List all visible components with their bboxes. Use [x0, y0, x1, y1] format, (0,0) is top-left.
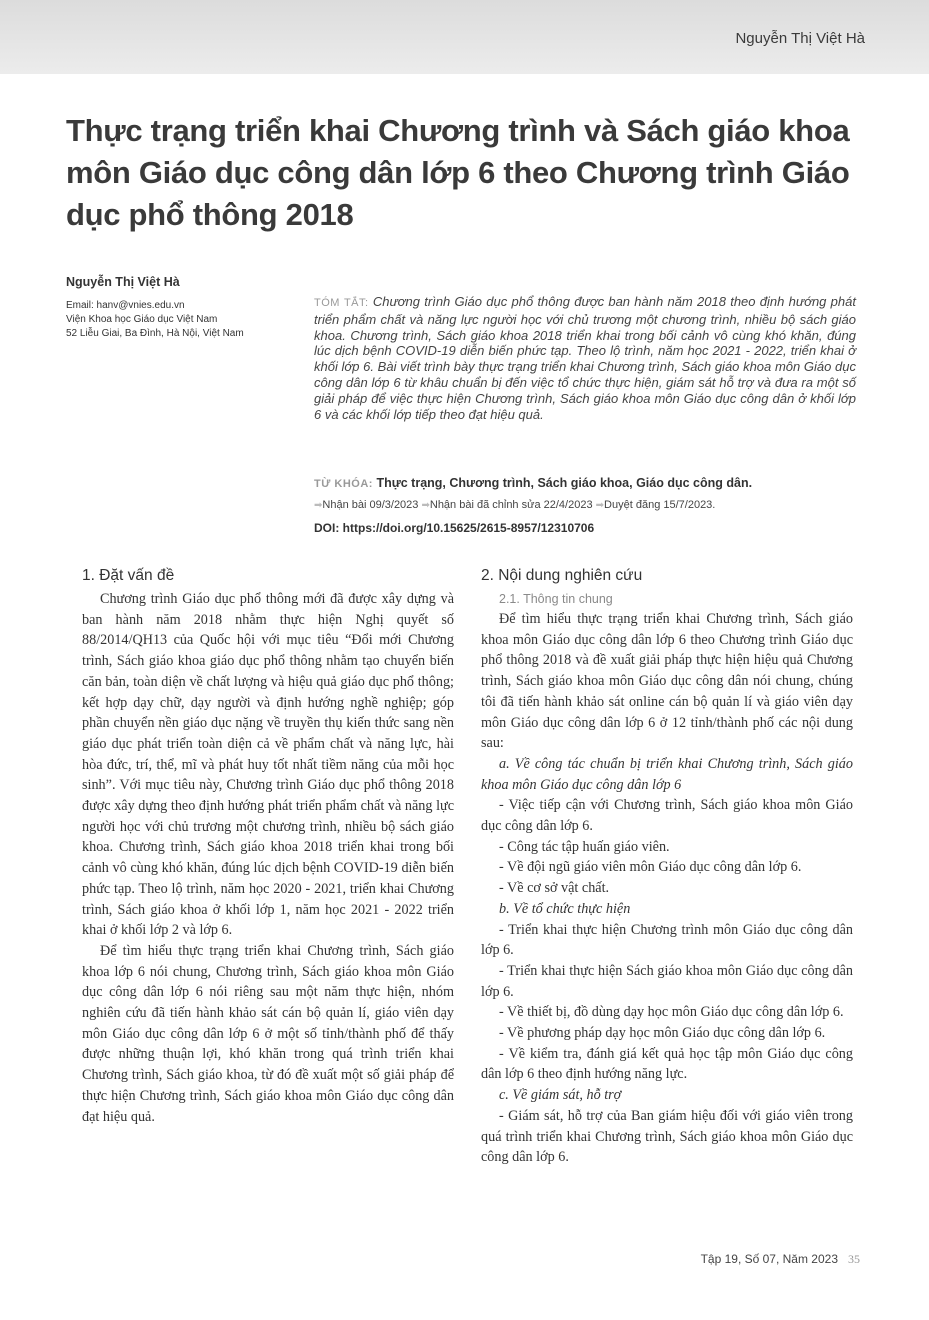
body-paragraph: Để tìm hiểu thực trạng triển khai Chương trình, Sách giáo khoa môn Giáo dục công dân lớp 6 theo Chương trình Giáo dục phổ thông 2018 và đề xuất giải pháp thực hiện hiệu quả Chương trình, Sách giáo khoa môn Giáo dục công dân nói chung, chúng tôi đã tiến hành khảo sát online cán bộ quản lí và giáo viên dạy môn Giáo dục công dân lớp 6 ở 12 tỉnh/thành phố các nội dung sau:: [481, 611, 853, 752]
list-item: - Việc tiếp cận với Chương trình, Sách giáo khoa môn Giáo dục công dân lớp 6.: [481, 797, 853, 835]
keywords: [314, 476, 856, 490]
date-accepted: Duyệt đăng 15/7/2023.: [604, 499, 716, 511]
author-affiliation: Viện Khoa học Giáo dục Việt Nam: [66, 314, 218, 325]
author-name: Nguyễn Thị Việt Hà: [66, 275, 180, 289]
arrow-right-icon: ➡: [595, 500, 605, 511]
list-heading-c: c. Về giám sát, hỗ trợ: [499, 1087, 622, 1104]
list-heading-a: a. Về công tác chuẩn bị triển khai Chương trình, Sách giáo khoa môn Giáo dục công dân lớp 6: [481, 755, 853, 793]
abstract-label: TÓM TẮT:: [314, 297, 369, 309]
section-heading-1: 1. Đặt vấn đề: [82, 567, 175, 584]
left-column: [82, 566, 454, 1127]
list-heading-b: b. Về tổ chức thực hiện: [499, 900, 631, 917]
keywords-label: TỪ KHÓA:: [314, 478, 373, 490]
author-email: Email: hanv@vnies.edu.vn: [66, 300, 185, 311]
list-item: - Công tác tập huấn giáo viên.: [499, 838, 670, 855]
list-item: - Về đội ngũ giáo viên môn Giáo dục công dân lớp 6.: [499, 859, 802, 876]
abstract-text: Chương trình Giáo dục phổ thông được ban hành năm 2018 theo định hướng phát triển phẩm chất và năng lực người học với chủ trương một chương trình, nhiều bộ sách giáo khoa. Chương trình, Sách giáo khoa 2018 triển khai trong bối cảnh vô cùng khó khăn, đúng lúc dịch bệnh COVID-19 diễn biến phức tạp. Theo lộ trình, năm học 2021 - 2022, triển khai ở khối lớp 6. Bài viết trình bày thực trạng triển khai Chương trình, Sách giáo khoa môn Giáo dục công dân lớp 6 từ khâu chuẩn bị đến việc tổ chức thực hiện, giám sát hỗ trợ và đưa ra một số giải pháp để việc thực hiện Chương trình, Sách giáo khoa môn Giáo dục công dân ở khối lớp 6 và các khối lớp tiếp theo đạt hiệu quả.: [314, 294, 856, 422]
list-item: - Về kiểm tra, đánh giá kết quả học tập môn Giáo dục công dân lớp 6 theo định hướng năng lực.: [481, 1045, 853, 1083]
subsection-heading: 2.1. Thông tin chung: [499, 592, 613, 606]
page-number: 35: [848, 1252, 860, 1266]
list-item: - Về phương pháp dạy học môn Giáo dục công dân lớp 6.: [499, 1025, 826, 1042]
keywords-text: Thực trạng, Chương trình, Sách giáo khoa, Giáo dục công dân.: [376, 476, 753, 490]
list-item: - Triển khai thực hiện Sách giáo khoa môn Giáo dục công dân lớp 6.: [481, 962, 853, 1000]
journal-issue: Tập 19, Số 07, Năm 2023: [700, 1252, 838, 1266]
submission-dates: [314, 499, 874, 511]
date-revised: Nhận bài đã chỉnh sửa 22/4/2023: [429, 499, 593, 511]
author-address: 52 Liễu Giai, Ba Đình, Hà Nội, Việt Nam: [66, 328, 244, 339]
arrow-right-icon: ➡: [421, 500, 430, 511]
list-item: - Giám sát, hỗ trợ của Ban giám hiệu đối với giáo viên trong quá trình triển khai Chương trình, Sách giáo khoa môn Giáo dục công dân lớp 6.: [481, 1107, 853, 1166]
list-item: - Về thiết bị, đồ dùng dạy học môn Giáo dục công dân lớp 6.: [499, 1004, 844, 1021]
abstract: [314, 294, 856, 422]
article-title: Thực trạng triển khai Chương trình và Sách giáo khoa môn Giáo dục công dân lớp 6 theo Chương trình Giáo dục phổ thông 2018: [66, 113, 850, 232]
page-footer: [670, 1252, 860, 1267]
right-column: [481, 566, 853, 1168]
section-heading-2: 2. Nội dung nghiên cứu: [481, 567, 643, 584]
arrow-right-icon: ➡: [314, 500, 323, 511]
running-head-author: Nguyễn Thị Việt Hà: [735, 30, 865, 47]
body-paragraph: Để tìm hiểu thực trạng triển khai Chương trình, Sách giáo khoa lớp 6 nói chung, Chương trình, Sách giáo khoa môn Giáo dục công dân lớp 6 nói riêng sau một năm thực hiện, nhóm nghiên cứu đã tiến hành khảo sát cán bộ quản lí, giáo viên dạy môn Giáo dục công dân lớp 6 ở một số tỉnh/thành phố để thấy được những thuận lợi, khó khăn trong quá trình triển khai Chương trình, Sách giáo khoa, từ đó đề xuất một số giải pháp để thực hiện Chương trình, Sách giáo khoa môn Giáo dục công dân đạt hiệu quả.: [82, 942, 454, 1125]
date-received: Nhận bài 09/3/2023: [322, 499, 419, 511]
body-paragraph: Chương trình Giáo dục phổ thông mới đã được xây dựng và ban hành năm 2018 nhằm thực hiện Nghị quyết số 88/2014/QH13 của Quốc hội với mục tiêu “Đổi mới Chương trình, Sách giáo khoa giáo dục phổ thông nhằm tạo chuyển biến căn bản, toàn diện về chất lượng và hiệu quả giáo dục phổ thông; kết hợp dạy chữ, dạy người và định hướng nghề nghiệp; góp phần chuyển nền giáo dục nặng về truyền thụ kiến thức sang nền giáo dục phát triển toàn diện cả về phẩm chất và năng lực, hài hòa đức, trí, thể, mĩ và phát huy tốt nhất tiềm năng của mỗi học sinh”. Với mục tiêu này, Chương trình Giáo dục phổ thông 2018 được xây dựng theo định hướng phát triển phẩm chất và năng lực người học với chủ trương một chương trình, nhiều bộ sách giáo khoa. Chương trình, Sách giáo khoa 2018 triển khai trong bối cảnh vô cùng khó khăn, đúng lúc dịch bệnh COVID-19 diễn biến phức tạp. Theo lộ trình, năm học 2020 - 2021, triển khai Chương trình, Sách giáo khoa ở khối lớp 1, năm học 2021 - 2022 triển khai ở khối lớp 2 và lớp 6.: [82, 591, 454, 939]
author-block: [66, 275, 306, 341]
doi-link[interactable]: DOI: https://doi.org/10.15625/2615-8957/12310706: [314, 521, 595, 535]
list-item: - Về cơ sở vật chất.: [499, 880, 610, 897]
header-band: [0, 0, 929, 74]
list-item: - Triển khai thực hiện Chương trình môn Giáo dục công dân lớp 6.: [481, 921, 853, 959]
